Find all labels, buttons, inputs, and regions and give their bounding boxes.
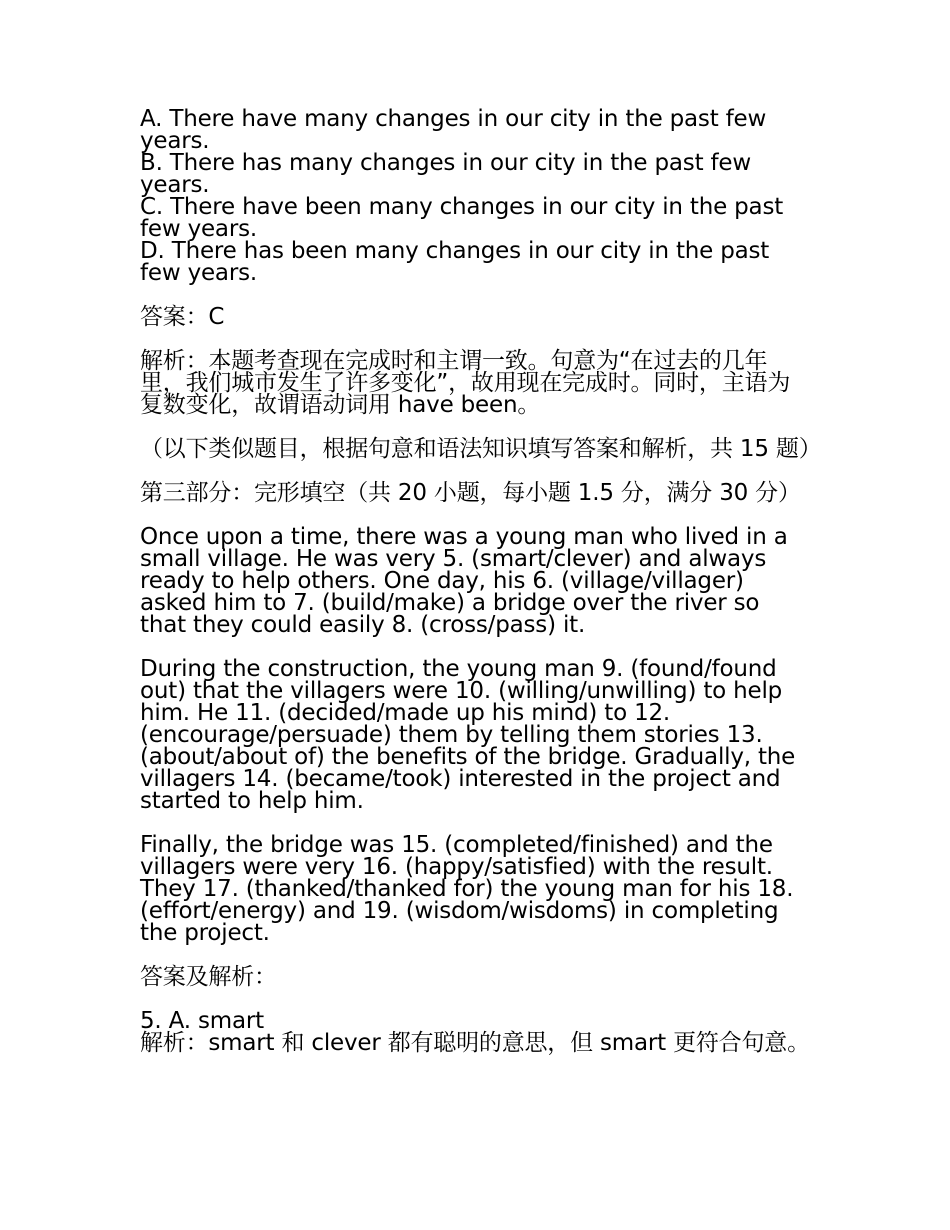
answer-explanation: 解析：smart 和 clever 都有聪明的意思，但 smart 更符合句意。 (140, 1030, 810, 1056)
answer-item (140, 1010, 812, 1054)
passage-paragraph-1: Once upon a time, there was a young man who lived in a small village. He was very 5. (smart/clever) and always ready to help others. One day, his 6. (village/villager) asked him to 7. (build/make) a bridge over the river so that they could easily 8. (cross/pass) it. (140, 524, 788, 638)
option-c: C. There have been many changes in our city in the past few years. (140, 194, 784, 242)
passage-paragraph-2: During the construction, the young man 9. (found/found out) that the villagers were 10. (willing/unwilling) to help him. He 11. (decided/made up his mind) to 12. (encourage/persuade) them by telling them stories 13. (about/about of) the benefits of the bridge. Gradually, the villagers 14. (became/took) interested in the project and started to help him. (140, 656, 796, 814)
answer-choice: 5. A. smart (140, 1008, 264, 1034)
option-b: B. There has many changes in our city in the past few years. (140, 150, 751, 198)
answer-line: 答案：C (140, 304, 225, 330)
question-options (140, 108, 812, 284)
option-a: A. There have many changes in our city in the past few years. (140, 106, 767, 154)
option-d: D. There has been many changes in our city in the past few years. (140, 238, 770, 286)
section-title: 第三部分：完形填空（共 20 小题，每小题 1.5 分，满分 30 分） (140, 480, 801, 506)
document-page (140, 106, 822, 1076)
instruction-note: （以下类似题目，根据句意和语法知识填写答案和解析，共 15 题） (140, 436, 822, 462)
analysis-paragraph: 解析：本题考查现在完成时和主谓一致。句意为“在过去的几年里，我们城市发生了许多变化”，故用现在完成时。同时，主语为复数变化，故谓语动词用 have been。 (140, 348, 791, 418)
answers-heading: 答案及解析： (140, 964, 277, 990)
passage-paragraph-3: Finally, the bridge was 15. (completed/finished) and the villagers were very 16. (happy/satisfied) with the result. They 17. (thanked/thanked for) the young man for his 18. (effort/energy) and 19. (wisdom/wisdoms) in completing the project. (140, 832, 794, 946)
